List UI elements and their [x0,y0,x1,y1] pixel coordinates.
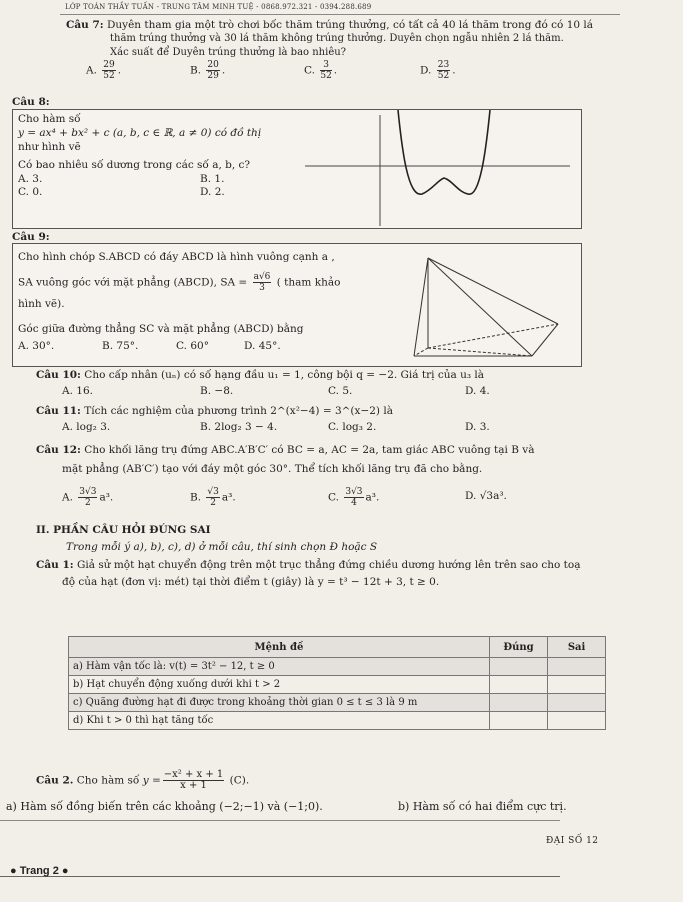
q11-text: Câu 11: Tích các nghiệm của phương trình 2^(x²−4) = 3^(x−2) là [36,405,393,417]
q11-option-b: B. 2log₂ 3 − 4. [200,421,278,433]
section-2-title: II. PHẦN CÂU HỎI ĐÚNG SAI [36,524,211,536]
q8-line3: như hình vẽ [18,141,81,153]
false-cell-b[interactable] [548,676,606,694]
true-cell-d[interactable] [489,712,547,730]
q7-line3: Xác suất để Duyên trúng thưởng là bao nhiêu? [110,47,347,58]
tf2-line1: Câu 2. Cho hàm số y = $\frac{\text{−x² + x + 1}}{x + 1}$ (C). [36,769,250,791]
tf2-option-b: b) Hàm số có hai điểm cực trị. [398,800,567,813]
q7-line1: Câu 7: Duyên tham gia một trò chơi bốc thăm trúng thưởng, có tất cả 40 lá thăm trong đó có 10 lá [66,19,594,31]
q9-option-d: D. 45°. [244,340,281,352]
q8-label: Câu 8: [12,96,50,108]
tf1-line1: Câu 1: Giả sử một hạt chuyển động trên một trục thẳng đứng chiều dương hướng lên trên sao cho toạ [36,559,581,571]
q8-option-d: D. 2. [200,186,225,198]
q9-line1: Cho hình chóp S.ABCD có đáy ABCD là hình vuông cạnh a , [18,251,335,263]
true-cell-c[interactable] [489,694,547,712]
q8-line1: Cho hàm số [18,113,81,125]
false-cell-a[interactable] [548,658,606,676]
topic-tag: ĐẠI SỐ 12 [546,836,599,846]
q12-line1: Câu 12: Cho khối lăng trụ đứng ABC.A′B′C′ có BC = a, AC = 2a, tam giác ABC vuông tại B và [36,444,535,456]
footer-divider [0,876,560,877]
true-cell-a[interactable] [489,658,547,676]
q7-line2: thăm trúng thưởng và 30 lá thăm không trúng thưởng. Duyên chọn ngẫu nhiên 2 lá thăm. [110,33,564,44]
page-header: LỚP TOÁN THẦY TUẤN - TRUNG TÂM MINH TUỆ - 0868.972.321 - 0394.288.689 [65,3,372,11]
q7-option-d: D. $\frac{23}{52}$ . [420,60,456,81]
q8-option-a: A. 3. [18,173,43,185]
q9-option-a: A. 30°. [18,340,55,352]
tf2-option-a: a) Hàm số đồng biến trên các khoảng (−2;−1) và (−1;0). [6,800,323,813]
table-header-true: Đúng [489,637,547,658]
q9-label: Câu 9: [12,231,50,243]
q9-line4: Góc giữa đường thẳng SC và mặt phẳng (ABCD) bằng [18,323,304,335]
table-row [69,676,606,694]
q9-option-b: B. 75°. [102,340,139,352]
q8-line4: Có bao nhiêu số dương trong các số a, b, c? [18,159,251,171]
q11-option-a: A. log₂ 3. [62,421,111,433]
q12-option-b: B. $\frac{√3}{2}$ a³. [190,487,236,508]
statement-c: c) Quãng đường hạt đi được trong khoảng thời gian 0 ≤ t ≤ 3 là 9 m [69,694,490,712]
q12-option-c: C. $\frac{3√3}{4}$ a³. [328,487,380,508]
page-number: ● Trang 2 ● [10,865,69,877]
statement-a: a) Hàm vận tốc là: v(t) = 3t² − 12, t ≥ 0 [69,658,490,676]
table-row [69,658,606,676]
q12-option-d: D. √3a³. [465,490,507,502]
table-header-false: Sai [548,637,606,658]
table-row [69,694,606,712]
statement-d: d) Khi t > 0 thì hạt tăng tốc [69,712,490,730]
q8-option-c: C. 0. [18,186,43,198]
section-2-instruction: Trong mỗi ý a), b), c), d) ở mỗi câu, thí sinh chọn Đ hoặc S [66,541,378,553]
q8-line2: y = ax⁴ + bx² + c (a, b, c ∈ ℝ, a ≠ 0) có đồ thị [18,127,262,139]
q7-option-b: B. $\frac{20}{29}$ . [190,60,226,81]
q8-curve [398,110,490,194]
q7-label: Câu 7: [66,19,104,31]
table-header-statement: Mệnh đề [69,637,490,658]
q10-option-c: C. 5. [328,385,353,397]
q11-option-d: D. 3. [465,421,490,433]
header-divider [60,14,620,15]
q12-line2: mặt phẳng (AB′C′) tạo với đáy một góc 30°. Thể tích khối lăng trụ đã cho bằng. [62,463,483,475]
q9-pyramid-figure [408,248,578,363]
q10-option-d: D. 4. [465,385,490,397]
q9-line3: hình vẽ). [18,298,65,310]
true-cell-b[interactable] [489,676,547,694]
q9-line2: SA vuông góc với mặt phẳng (ABCD), SA = $\frac{a√6}{3}$ ( tham khảo [18,272,341,293]
q10-option-b: B. −8. [200,385,234,397]
q7-option-c: C. $\frac{3}{52}$ . [304,60,338,81]
q10-option-a: A. 16. [62,385,93,397]
divider [0,820,560,821]
false-cell-d[interactable] [548,712,606,730]
tf1-line2: độ của hạt (đơn vị: mét) tại thời điểm t (giây) là y = t³ − 12t + 3, t ≥ 0. [62,576,440,588]
q10-text: Câu 10: Cho cấp nhân (uₙ) có số hạng đầu u₁ = 1, công bội q = −2. Giá trị của u₃ là [36,369,484,381]
q12-option-a: A. $\frac{3√3}{2}$ a³. [62,487,114,508]
q7-option-a: A. $\frac{29}{52}$ . [86,60,122,81]
false-cell-c[interactable] [548,694,606,712]
q11-option-c: C. log₃ 2. [328,421,377,433]
q8-quartic-graph [300,110,578,226]
q9-option-c: C. 60° [176,340,209,352]
q8-option-b: B. 1. [200,173,225,185]
statement-b: b) Hạt chuyển động xuống dưới khi t > 2 [69,676,490,694]
table-row [69,712,606,730]
tf1-statement-table [68,636,606,730]
